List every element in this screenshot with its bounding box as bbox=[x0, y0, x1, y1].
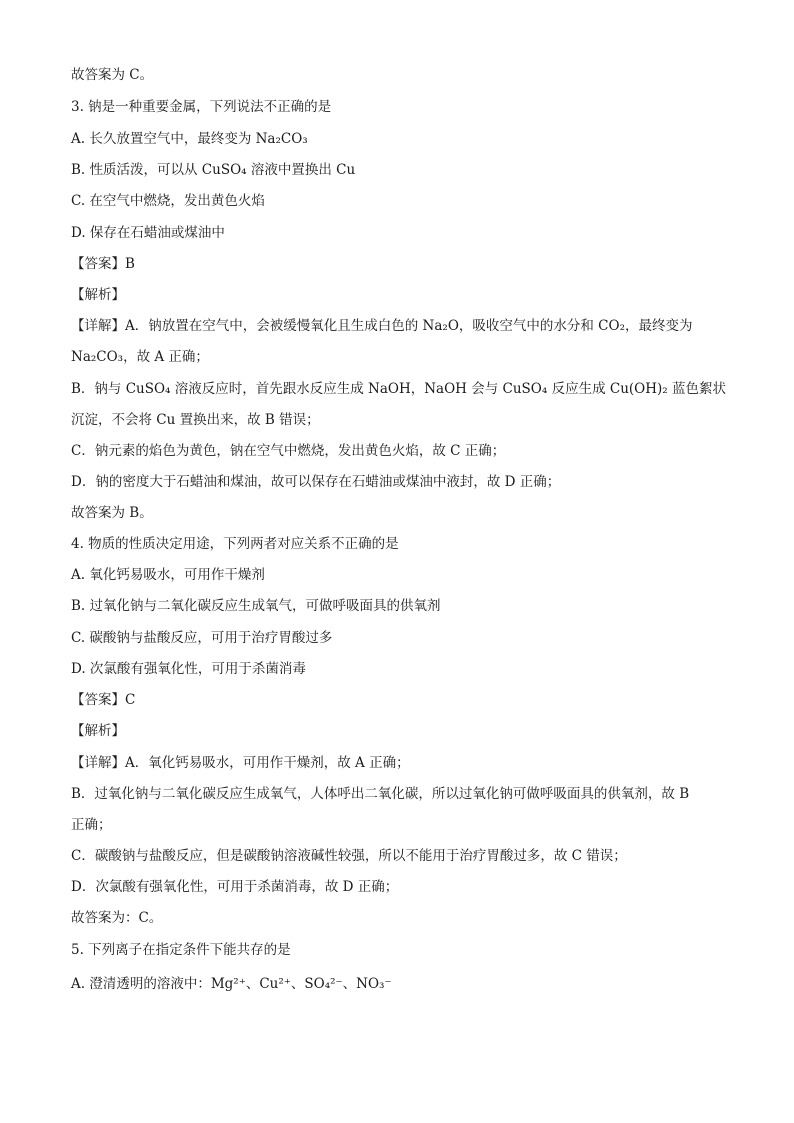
answer-line-q2: 故答案为 C。 bbox=[71, 67, 154, 83]
question-3-analysis-head: 【解析】 bbox=[71, 287, 125, 303]
question-4-detail-b-cont: 正确； bbox=[71, 817, 112, 833]
question-3-detail-a: 【详解】A．钠放置在空气中，会被缓慢氧化且生成白色的 Na₂O，吸收空气中的水分和 CO₂，最终变为 bbox=[71, 318, 693, 334]
question-4-option-a: A. 氧化钙易吸水，可用作干燥剂 bbox=[71, 567, 265, 583]
question-4-detail-d: D．次氯酸有强氧化性，可用于杀菌消毒，故 D 正确； bbox=[71, 879, 399, 895]
question-3-detail-b: B．钠与 CuSO₄ 溶液反应时，首先跟水反应生成 NaOH，NaOH 会与 CuSO₄ 反应生成 Cu(OH)₂ 蓝色絮状 bbox=[71, 381, 726, 397]
question-5-option-a: A. 澄清透明的溶液中：Mg²⁺、Cu²⁺、SO₄²⁻、NO₃⁻ bbox=[71, 976, 392, 992]
question-4-detail-b: B．过氧化钠与二氧化碳反应生成氧气，人体呼出二氧化碳，所以过氧化钠可做呼吸面具的供氧剂，故 B bbox=[71, 786, 690, 802]
question-3-conclusion: 故答案为 B。 bbox=[71, 505, 153, 521]
question-4-detail-c: C．碳酸钠与盐酸反应，但是碳酸钠溶液碱性较强，所以不能用于治疗胃酸过多，故 C 错误； bbox=[71, 848, 627, 864]
question-4-stem: 4. 物质的性质决定用途，下列两者对应关系不正确的是 bbox=[71, 536, 399, 552]
question-4-analysis-head: 【解析】 bbox=[71, 723, 125, 739]
question-4-option-d: D. 次氯酸有强氧化性，可用于杀菌消毒 bbox=[71, 661, 306, 677]
question-3-stem: 3. 钠是一种重要金属，下列说法不正确的是 bbox=[71, 99, 332, 115]
question-3-detail-d: D．钠的密度大于石蜡油和煤油，故可以保存在石蜡油或煤油中液封，故 D 正确； bbox=[71, 474, 561, 490]
question-3-option-a: A. 长久放置空气中，最终变为 Na₂CO₃ bbox=[71, 131, 308, 147]
question-5-stem: 5. 下列离子在指定条件下能共存的是 bbox=[71, 942, 291, 958]
question-3-option-d: D. 保存在石蜡油或煤油中 bbox=[71, 225, 225, 241]
question-3-detail-c: C．钠元素的焰色为黄色，钠在空气中燃烧，发出黄色火焰，故 C 正确； bbox=[71, 443, 506, 459]
question-4-answer: 【答案】C bbox=[71, 692, 136, 708]
question-4-conclusion: 故答案为：C。 bbox=[71, 910, 163, 926]
question-3-answer: 【答案】B bbox=[71, 256, 135, 272]
question-3-option-b: B. 性质活泼，可以从 CuSO₄ 溶液中置换出 Cu bbox=[71, 162, 356, 178]
question-4-option-c: C. 碳酸钠与盐酸反应，可用于治疗胃酸过多 bbox=[71, 630, 333, 646]
question-4-option-b: B. 过氧化钠与二氧化碳反应生成氧气，可做呼吸面具的供氧剂 bbox=[71, 598, 441, 614]
question-3-option-c: C. 在空气中燃烧，发出黄色火焰 bbox=[71, 193, 265, 209]
question-3-detail-a-cont: Na₂CO₃，故 A 正确； bbox=[71, 349, 209, 365]
question-4-detail-a: 【详解】A．氧化钙易吸水，可用作干燥剂，故 A 正确； bbox=[71, 755, 410, 771]
question-3-detail-b-cont: 沉淀，不会将 Cu 置换出来，故 B 错误； bbox=[71, 412, 320, 428]
